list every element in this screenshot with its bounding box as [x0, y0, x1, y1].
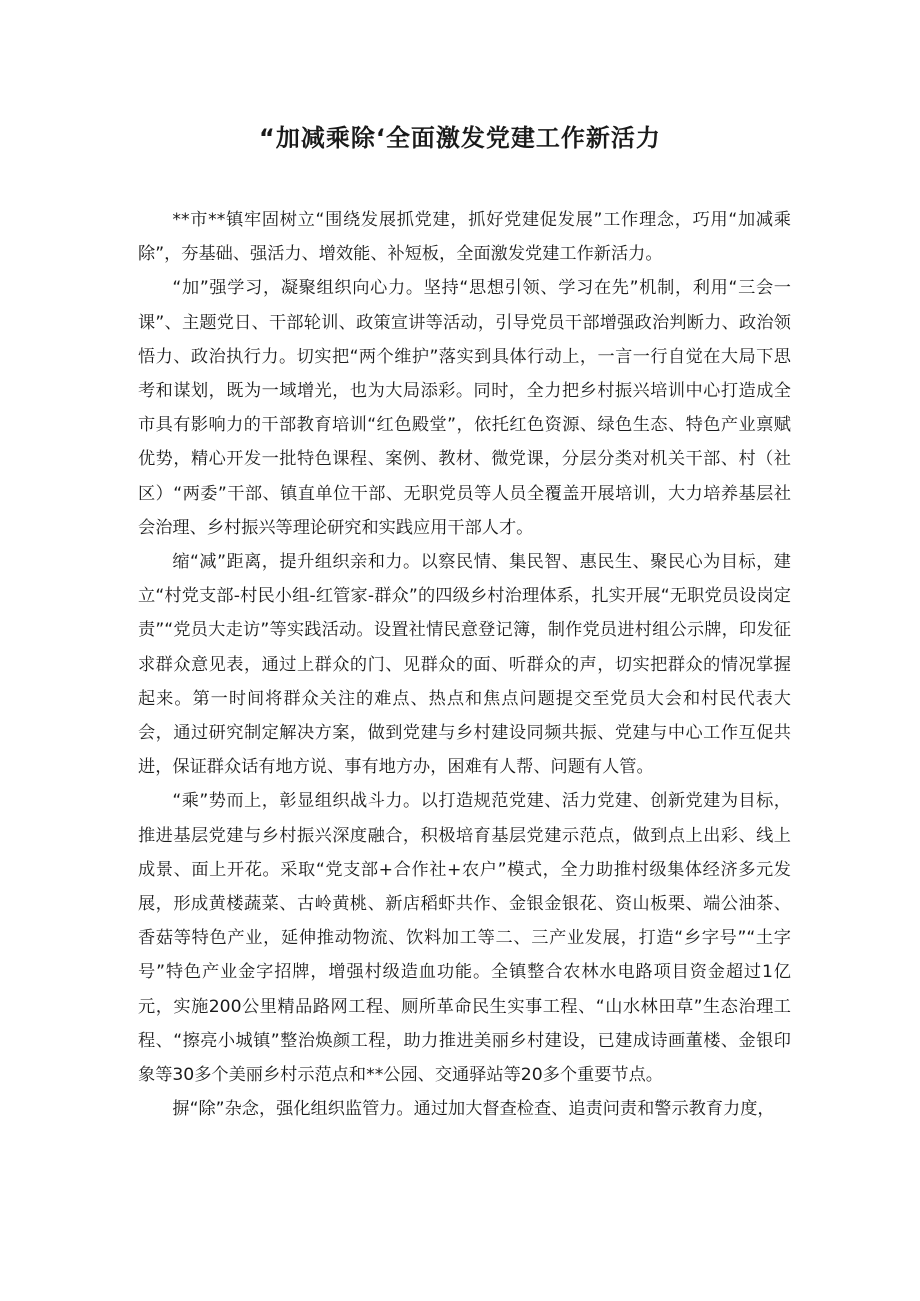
page-title: “加减乘除‘全面激发党建工作新活力 [259, 124, 661, 152]
paragraph-add: “加”强学习，凝聚组织向心力。坚持“思想引领、学习在先”机制，利用“三会一课”、主题党日、干部轮训、政策宣讲等活动，引导党员干部增强政治判断力、政治领悟力、政治执行力。切实把“两个维护”落实到具体行动上，一言一行自觉在大局下思考和谋划，既为一域增光，也为大局添彩。同时，全力把乡村振兴培训中心打造成全市具有影响力的干部教育培训“红色殿堂”，依托红色资源、绿色生态、特色产业禀赋优势，精心开发一批特色课程、案例、教材、微党课，分层分类对机关干部、村（社区）“两委”干部、镇直单位干部、无职党员等人员全覆盖开展培训，大力培养基层社会治理、乡村振兴等理论研究和实践应用干部人才。 [138, 278, 791, 538]
paragraph-divide: 摒“除”杂念，强化组织监管力。通过加大督查检查、追责问责和警示教育力度， [172, 1099, 775, 1120]
paragraph-subtract: 缩“减”距离，提升组织亲和力。以察民情、集民智、惠民生、聚民心为目标，建立“村党支部-村民小组-红管家-群众”的四级乡村治理体系，扎实开展“无职党员设岗定责”“党员大走访”等实践活动。设置社情民意登记簿，制作党员进村组公示牌，印发征求群众意见表，通过上群众的门、见群众的面、听群众的声，切实把群众的情况掌握起来。第一时间将群众关注的难点、热点和焦点问题提交至党员大会和村民代表大会，通过研究制定解决方案，做到党建与乡村建设同频共振、党建与中心工作互促共进，保证群众话有地方说、事有地方办，困难有人帮、问题有人管。 [138, 552, 791, 778]
paragraph-multiply: “乘”势而上，彰显组织战斗力。以打造规范党建、活力党建、创新党建为目标，推进基层党建与乡村振兴深度融合，积极培育基层党建示范点，做到点上出彩、线上成景、面上开花。采取“党支部+合作社+农户”模式，全力助推村级集体经济多元发展，形成黄楼蔬菜、古岭黄桃、新店稻虾共作、金银金银花、资山板栗、端公油茶、香菇等特色产业，延伸推动物流、饮料加工等二、三产业发展，打造“乡字号”“土字号”特色产业金字招牌，增强村级造血功能。全镇整合农林水电路项目资金超过1亿元，实施200公里精品路网工程、厕所革命民生实事工程、“山水林田草”生态治理工程、“擦亮小城镇”整治焕颜工程，助力推进美丽乡村建设，已建成诗画董楼、金银印象等30多个美丽乡村示范点和**公园、交通驿站等20多个重要节点。 [138, 791, 791, 1086]
document-body [138, 203, 791, 1126]
paragraph-intro: **市**镇牢固树立“围绕发展抓党建，抓好党建促发展”工作理念，巧用“加减乘除”，夯基础、强活力、增效能、补短板，全面激发党建工作新活力。 [138, 210, 791, 265]
